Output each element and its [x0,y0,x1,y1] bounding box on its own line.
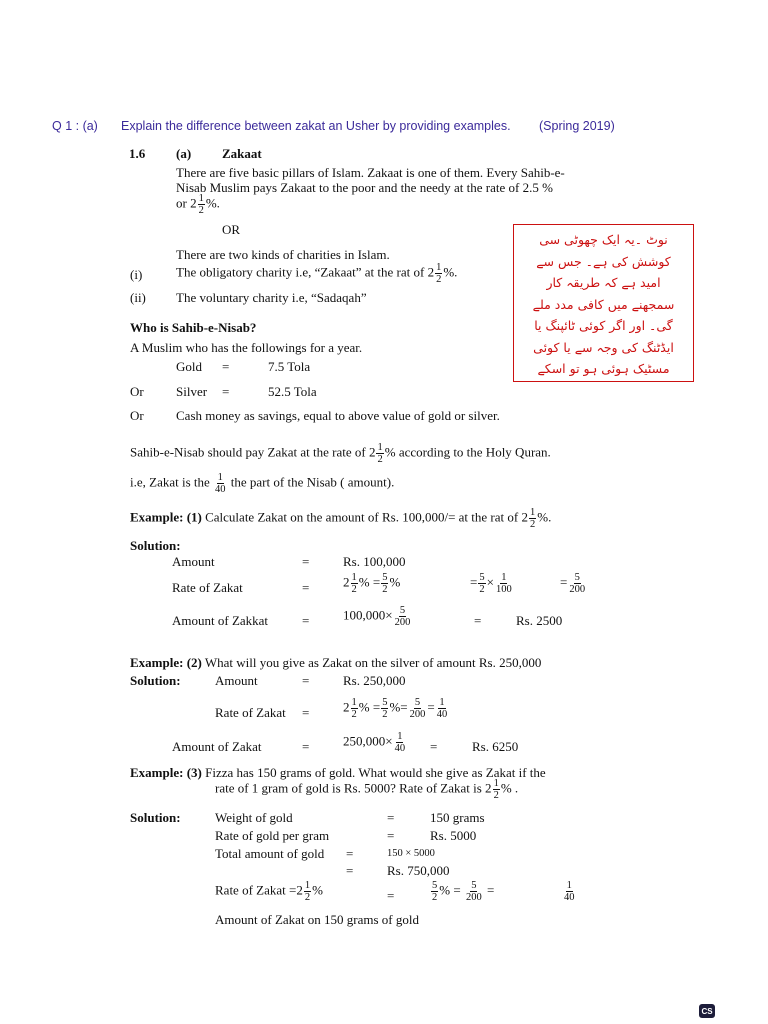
fraction-one-fortieth: $\frac{1}{40}$ [564,880,575,903]
ex1-zakat-eq1: = [302,613,310,628]
charity-ii-label: (ii) [130,290,146,305]
ex2-amount-label: Amount [215,673,258,688]
urdu-note-line: امید ہے کہ طریقہ کار [546,275,661,290]
ex1-eq: = [302,554,310,569]
gold-value: 7.5 Tola [268,359,311,374]
example-3-heading: Example: (3) Fizza has 150 grams of gold. What would she give as Zakat if the [130,765,546,780]
ex2-zakat-value: Rs. 6250 [472,739,519,754]
ex3-weight-label: Weight of gold [215,810,293,825]
question-session: (Spring 2019) [539,119,615,133]
ex1-rate-eq: = [302,580,310,595]
camscanner-logo-icon: CS [699,1004,715,1018]
ex3-final-label: Amount of Zakat on 150 grams of gold [215,912,419,927]
fraction-five-halves: $\frac{5}{2}$ [382,572,388,595]
ex1-amount-value: Rs. 100,000 [343,554,406,569]
ex1-zakat-eq2: = [474,613,482,628]
fraction-half: $\frac{1}{2}$ [493,778,499,801]
gold-label: Gold [176,359,202,374]
example-1-heading: Example: (1) Calculate Zakat on the amount of Rs. 100,000/= at the rat of 2 $\frac{1}{2}$ %. [130,507,552,530]
rate-statement-1: Sahib-e-Nisab should pay Zakat at the rate of 2 $\frac{1}{2}$ % according to the Holy Quran. [130,442,551,465]
fraction-five-two-hundredths: $\frac{5}{200}$ [394,605,411,628]
ex1-zakat-label: Amount of Zakkat [172,613,269,628]
silver-label: Silver [176,384,208,399]
charity-i-label: (i) [130,267,143,282]
urdu-note-line: نوٹ ۔یہ ایک چھوٹی سی [539,232,668,247]
ex2-zakat-label: Amount of Zakat [172,739,262,754]
ex3-rate-result [562,880,577,903]
ex1-rate-calc: 2 $\frac{1}{2}$ % = $\frac{5}{2}$ % [343,572,401,595]
or-label-1: Or [130,384,144,399]
section-part: (a) [176,146,192,161]
urdu-note-line: کوشش کی ہے۔ جس سے [536,253,671,269]
fraction-half: $\frac{1}{2}$ [436,262,442,285]
ex2-zakat-calc: 250,000× $\frac{1}{40}$ [343,731,406,754]
silver-value: 52.5 Tola [268,384,317,399]
ex2-zakat-eq1: = [302,739,310,754]
rate-statement-2: i.e, Zakat is the $\frac{1}{40}$ the part of the Nisab ( amount). [130,472,395,495]
ex1-zakat-value: Rs. 2500 [516,613,563,628]
charities-intro: There are two kinds of charities in Islam. [176,247,390,262]
ex2-amount-value: Rs. 250,000 [343,673,406,688]
ex3-total-value: Rs. 750,000 [387,863,450,878]
ex3-rate-gram-value: Rs. 5000 [430,828,477,843]
section-number: 1.6 [129,146,146,161]
fraction-one-fortieth: $\frac{1}{40}$ [394,731,406,754]
intro-line-1: There are five basic pillars of Islam. Zakaat is one of them. Every Sahib-e- [176,165,565,180]
ex3-rate-eq: = [387,888,395,903]
urdu-note-line: مسٹیک ہوئی ہو تو اسکے [537,361,670,376]
intro-line-2: Nisab Muslim pays Zakaat to the poor and the needy at the rate of 2.5 % [176,180,553,195]
ex3-weight-value: 150 grams [430,810,485,825]
ex3-weight-eq: = [387,810,395,825]
fraction-five-halves: $\frac{5}{2}$ [479,572,485,595]
fraction-one-fortieth: $\frac{1}{40}$ [436,697,448,720]
question-number: Q 1 : (a) [52,119,98,133]
fraction-half: $\frac{1}{2}$ [529,507,536,530]
ex3-total-eq: = [346,846,354,861]
fraction-half: $\frac{1}{2}$ [377,442,383,465]
ex1-rate-label: Rate of Zakat [172,580,243,595]
fraction-five-two-hundredths: $\frac{5}{200}$ [569,572,586,595]
fraction-five-two-hundredths: $\frac{5}{200}$ [465,880,482,903]
ex1-rate-result: = $\frac{5}{200}$ [560,572,586,595]
fraction-five-halves: $\frac{5}{2}$ [382,697,388,720]
ex3-rate-gram-label: Rate of gold per gram [215,828,330,843]
example-3-solution: Solution: [130,810,181,825]
ex3-total-calc: 150 × 5000 [387,848,435,859]
fraction-five-halves: $\frac{5}{2}$ [432,880,438,903]
nisab-intro: A Muslim who has the followings for a year. [130,340,363,355]
fraction-half: $\frac{1}{2}$ [351,572,357,595]
ex3-rate-gram-eq: = [387,828,395,843]
nisab-heading: Who is Sahib-e-Nisab? [130,320,257,335]
or-label-2: Or [130,408,144,423]
urdu-note-line: گی۔ اور اگر کوئی ٹائپنگ یا [534,318,673,333]
urdu-note-line: سمجھنے میں کافی مدد ملے [532,296,675,312]
example-2-heading: Example: (2) What will you give as Zakat on the silver of amount Rs. 250,000 [130,655,542,670]
fraction-five-two-hundredths: $\frac{5}{200}$ [409,697,426,720]
ex2-eq: = [302,673,310,688]
urdu-note-line: ایڈٹنگ کی وجہ سے یا کوئی [533,339,674,355]
ex3-total-eq-2: = [346,863,354,878]
ex2-zakat-eq2: = [430,739,438,754]
gold-eq: = [222,359,230,374]
ex1-amount-label: Amount [172,554,215,569]
example-1-solution: Solution: [130,538,181,553]
ex1-zakat-calc: 100,000× $\frac{5}{200}$ [343,605,411,628]
ex3-total-label: Total amount of gold [215,846,325,861]
section-title: Zakaat [222,146,262,161]
urdu-note-box [513,224,694,382]
fraction-half: $\frac{1}{2}$ [198,193,204,216]
charity-i-text: The obligatory charity i.e, “Zakaat” at the rat of 2 $\frac{1}{2}$ %. [176,262,458,285]
example-2-solution: Solution: [130,673,181,688]
fraction-half: $\frac{1}{2}$ [351,697,357,720]
fraction-one-fortieth: $\frac{1}{40}$ [215,472,226,495]
question-text: Explain the difference between zakat an Usher by providing examples. [121,119,511,133]
fraction-half: $\frac{1}{2}$ [304,880,311,903]
ex2-rate-eq: = [302,705,310,720]
ex3-rate-calc: Rate of Zakat =2 $\frac{1}{2}$ % [215,880,323,903]
ex1-rate-product: = $\frac{5}{2}$ × $\frac{1}{100}$ [470,572,512,595]
example-3-line-2: rate of 1 gram of gold is Rs. 5000? Rate of Zakat is 2 $\frac{1}{2}$ % . [215,778,519,801]
charity-ii-text: The voluntary charity i.e, “Sadaqah” [176,290,367,305]
ex3-rate-steps: $\frac{5}{2}$ % = $\frac{5}{200}$ = [432,880,495,903]
cash-text: Cash money as savings, equal to above value of gold or silver. [176,408,500,423]
fraction-one-hundredth: $\frac{1}{100}$ [495,572,512,595]
intro-line-3: or 2 $\frac{1}{2}$ %. [176,193,220,216]
or-label: OR [222,222,241,237]
ex2-rate-calc: 2 $\frac{1}{2}$ % = $\frac{5}{2}$ %= $\frac{5}{200}$ = $\frac{1}{40}$ [343,697,448,720]
ex2-rate-label: Rate of Zakat [215,705,286,720]
silver-eq: = [222,384,230,399]
